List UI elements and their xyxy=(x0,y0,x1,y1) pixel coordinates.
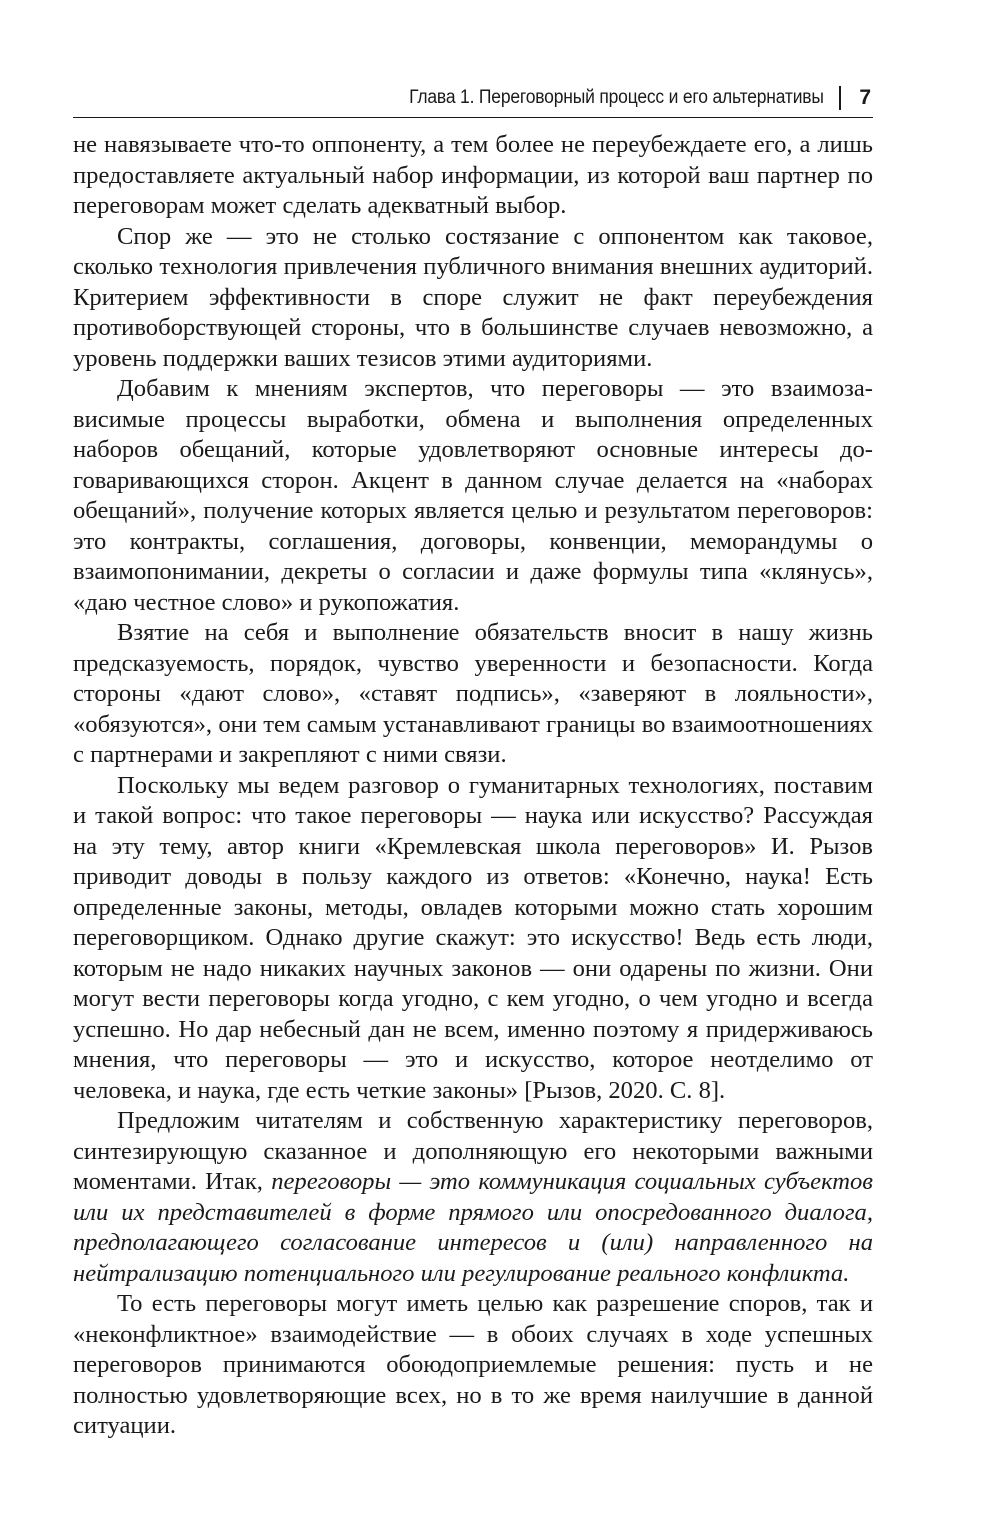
definition-lead: Предложим читателям и собственную характеристику переговоров, синтезирующую сказанное и дополняющую его некоторыми важными моментами. Итак, xyxy=(73,1107,873,1195)
paragraph: Взятие на себя и выполнение обязательств вносит в нашу жизнь предсказуемость, порядок, чувство уверенности и безопасности. Когда стороны «дают слово», «ставят подпись», «заверяют в лояльности», «обязуются», они тем самым устанавливают границы во взаимоотношениях с партнерами и закрепляют с ними связи. xyxy=(73,619,873,768)
paragraph: Поскольку мы ведем разговор о гуманитарных технологиях, поставим и такой вопрос: что такое переговоры — наука или искусство? Рассуждая на эту тему, автор книги «Кремлевская школа переговоров» И. Рызов приводит доводы в пользу каждого из ответов: «Конечно, наука! Есть определенные законы, методы, овладев которыми можно стать хорошим переговорщиком. Однако другие скажут: это искусство! Ведь есть люди, которым не надо никаких научных законов — они одарены по жизни. Они могут вести переговоры когда угодно, с кем угодно, о чем угодно и всегда успешно. Но дар небесный дан не всем, именно поэтому я придерживаюсь мнения, что переговоры — это и искусство, которое неотделимо от человека, и наука, где есть четкие законы» [Рызов, 2020. С. 8]. xyxy=(73,771,873,1104)
page-number: 7 xyxy=(859,85,871,109)
running-head xyxy=(73,78,873,118)
book-page xyxy=(73,78,873,1498)
chapter-title: Глава 1. Переговорный процесс и его альтернативы xyxy=(408,86,824,108)
paragraph: То есть переговоры могут иметь целью как разрешение споров, так и «неконфликтное» взаимодействие — в обоих случаях в ходе успешных переговоров принимаются обоюдоприемлемые решения: пусть и не полностью удовлетворяющие всех, но в то же время наилучшие в данной ситуации. xyxy=(73,1290,873,1439)
paragraph: Спор же — это не столько состязание с оппонентом как таковое, сколько технология привлечения публичного внимания внешних аудиторий. Критерием эффективности в споре служит не факт переубеждения противоборствующей стороны, что в большинстве случаев невозможно, а уровень поддержки ваших тезисов этими аудиториями. xyxy=(73,222,873,372)
definition-italic: переговоры — это коммуникация социальных субъектов или их представителей в форме прямого или опосредованного диалога, предполагающего согласование интересов и (или) направленного на нейтрализацию потенциального или регулирование реального конфликта. xyxy=(73,1168,873,1287)
header-separator xyxy=(839,86,841,110)
definition-paragraph xyxy=(73,1106,873,1289)
paragraph: Добавим к мнениям экспертов, что переговоры — это взаимозависимые процессы выработки, обмена и выполнения определенных наборов обещаний, которые удовлетворяют основные интересы договаривающихся сторон. Акцент в данном случае делается на «наборах обещаний», получение которых является целью и результатом переговоров: это контракты, соглашения, договоры, конвенции, меморандумы о взаимопонимании, декреты о согласии и даже формулы типа «клянусь», «даю честное слово» и рукопожатия. xyxy=(73,375,873,616)
body-text xyxy=(73,130,873,1442)
paragraph: не навязываете что-то оппоненту, а тем более не переубеждаете его, а лишь предоставляете актуальный набор информации, из которой ваш партнер по переговорам может сделать адекватный выбор. xyxy=(73,131,873,219)
